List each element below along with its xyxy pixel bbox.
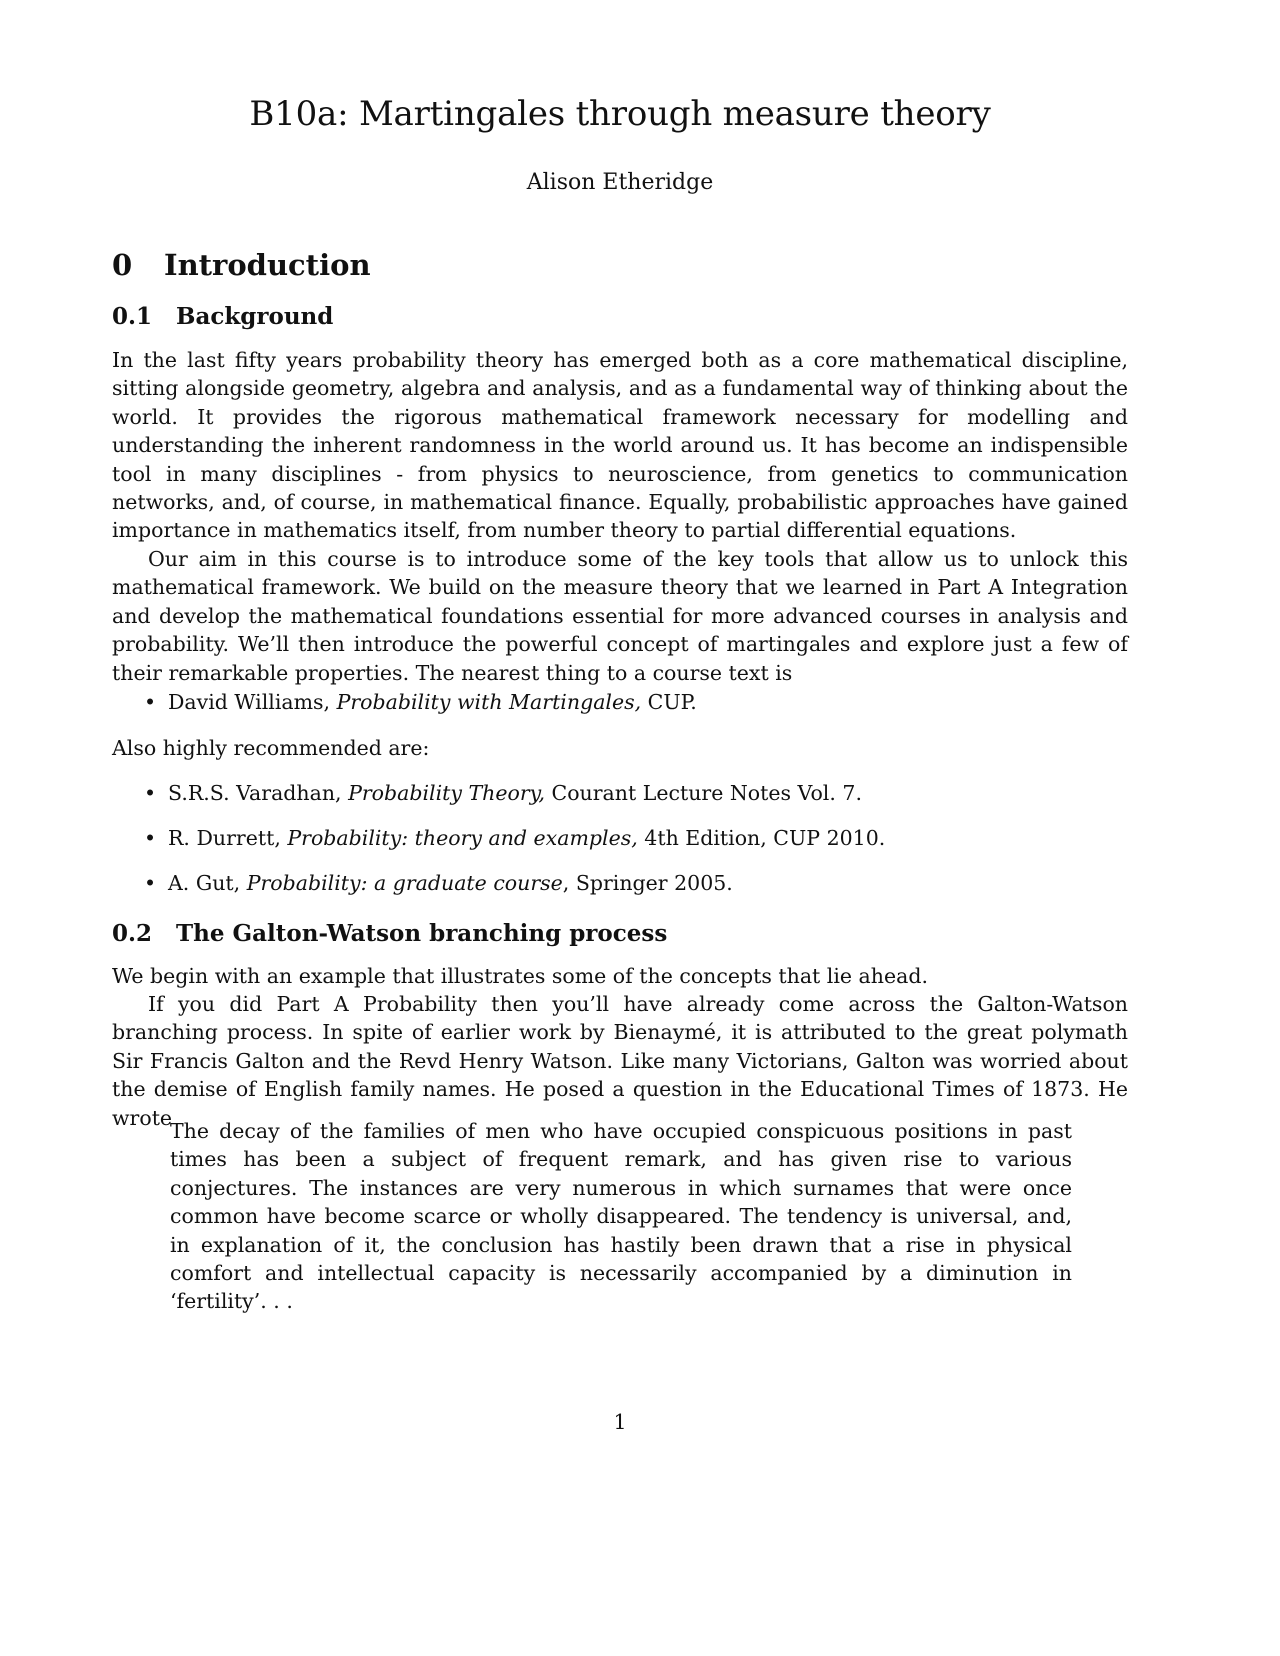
section-number: 0 [112, 248, 133, 282]
ref-title: Probability with Martingales, [336, 690, 642, 714]
also-recommended-label: Also highly recommended are: [112, 736, 430, 760]
list-item [144, 779, 1044, 807]
subsection-number: 0.2 [112, 920, 153, 947]
background-paragraph-2: Our aim in this course is to introduce some of the key tools that allow us to unlock this mathematical framework. We build on the measure theory that we learned in Part A Integration and develop the mathematical foundations essential for more advanced courses in analysis and probability. We’ll then introduce the powerful concept of martingales and explore just a few of their remarkable properties. The nearest thing to a course text is [112, 547, 1128, 685]
document-author: Alison Etheridge [526, 170, 714, 195]
ref-title: Probability: a graduate course [246, 871, 563, 895]
ref-publisher: CUP. [641, 690, 697, 714]
galton-watson-paragraph-2: If you did Part A Probability then you’ll have already come across the Galton-Watson branching process. In spite of earlier work by Bienaymé, it is attributed to the great polymath Sir Francis Galton and the Revd Henry Watson. Like many Victorians, Galton was worried about the demise of English family names. He posed a question in the Educational Times of 1873. He wrote [112, 992, 1128, 1130]
document-title: B10a: Martingales through measure theory [249, 94, 991, 134]
ref-title: Probability Theory, [348, 781, 546, 805]
subsection-heading-background [112, 303, 333, 330]
ref-publisher: 4th Edition, CUP 2010. [637, 826, 886, 850]
list-item [144, 869, 1044, 897]
list-item [144, 688, 1044, 716]
subsection-number: 0.1 [112, 303, 153, 330]
ref-title: Probability: theory and examples, [287, 826, 638, 850]
subsection-heading-galton-watson [112, 920, 667, 947]
bullet-icon: • [144, 690, 157, 714]
ref-publisher: Courant Lecture Notes Vol. 7. [545, 781, 862, 805]
ref-author: David Williams, [168, 690, 337, 714]
ref-publisher: , Springer 2005. [562, 871, 733, 895]
section-heading-introduction [112, 248, 371, 282]
ref-author: R. Durrett, [168, 826, 288, 850]
subsection-title: Background [176, 303, 334, 330]
bullet-icon: • [144, 871, 157, 895]
galton-quote: The decay of the families of men who have occupied conspicuous positions in past times has been a subject of frequent remark, and has given rise to various conjectures. The instances are very numerous in which surnames that were once common have become scarce or wholly disappeared. The tendency is universal, and, in explanation of it, the conclusion has hastily been drawn that a rise in physical comfort and intellectual capacity is necessarily accompanied by a diminution in ‘fertility’. . . [170, 1119, 1072, 1314]
bullet-icon: • [144, 826, 157, 850]
recommended-list [144, 779, 1044, 897]
subsection-title: The Galton-Watson branching process [176, 920, 668, 947]
page-number: 1 [613, 1410, 627, 1434]
ref-author: A. Gut, [168, 871, 247, 895]
bullet-icon: • [144, 781, 157, 805]
ref-author: S.R.S. Varadhan, [168, 781, 349, 805]
course-text-list [144, 688, 1044, 716]
galton-watson-paragraph-1: We begin with an example that illustrates some of the concepts that lie ahead. [112, 964, 928, 988]
section-title: Introduction [164, 248, 371, 282]
background-paragraph-1: In the last fifty years probability theory has emerged both as a core mathematical discipline, sitting alongside geometry, algebra and analysis, and as a fundamental way of thinking about the world. It provides the rigorous mathematical framework necessary for modelling and understanding the inherent randomness in the world around us. It has become an indispensible tool in many disciplines - from physics to neuroscience, from genetics to communication networks, and, of course, in mathematical finance. Equally, probabilistic approaches have gained importance in mathematics itself, from number theory to partial differential equations. [112, 348, 1128, 543]
list-item [144, 824, 1044, 852]
